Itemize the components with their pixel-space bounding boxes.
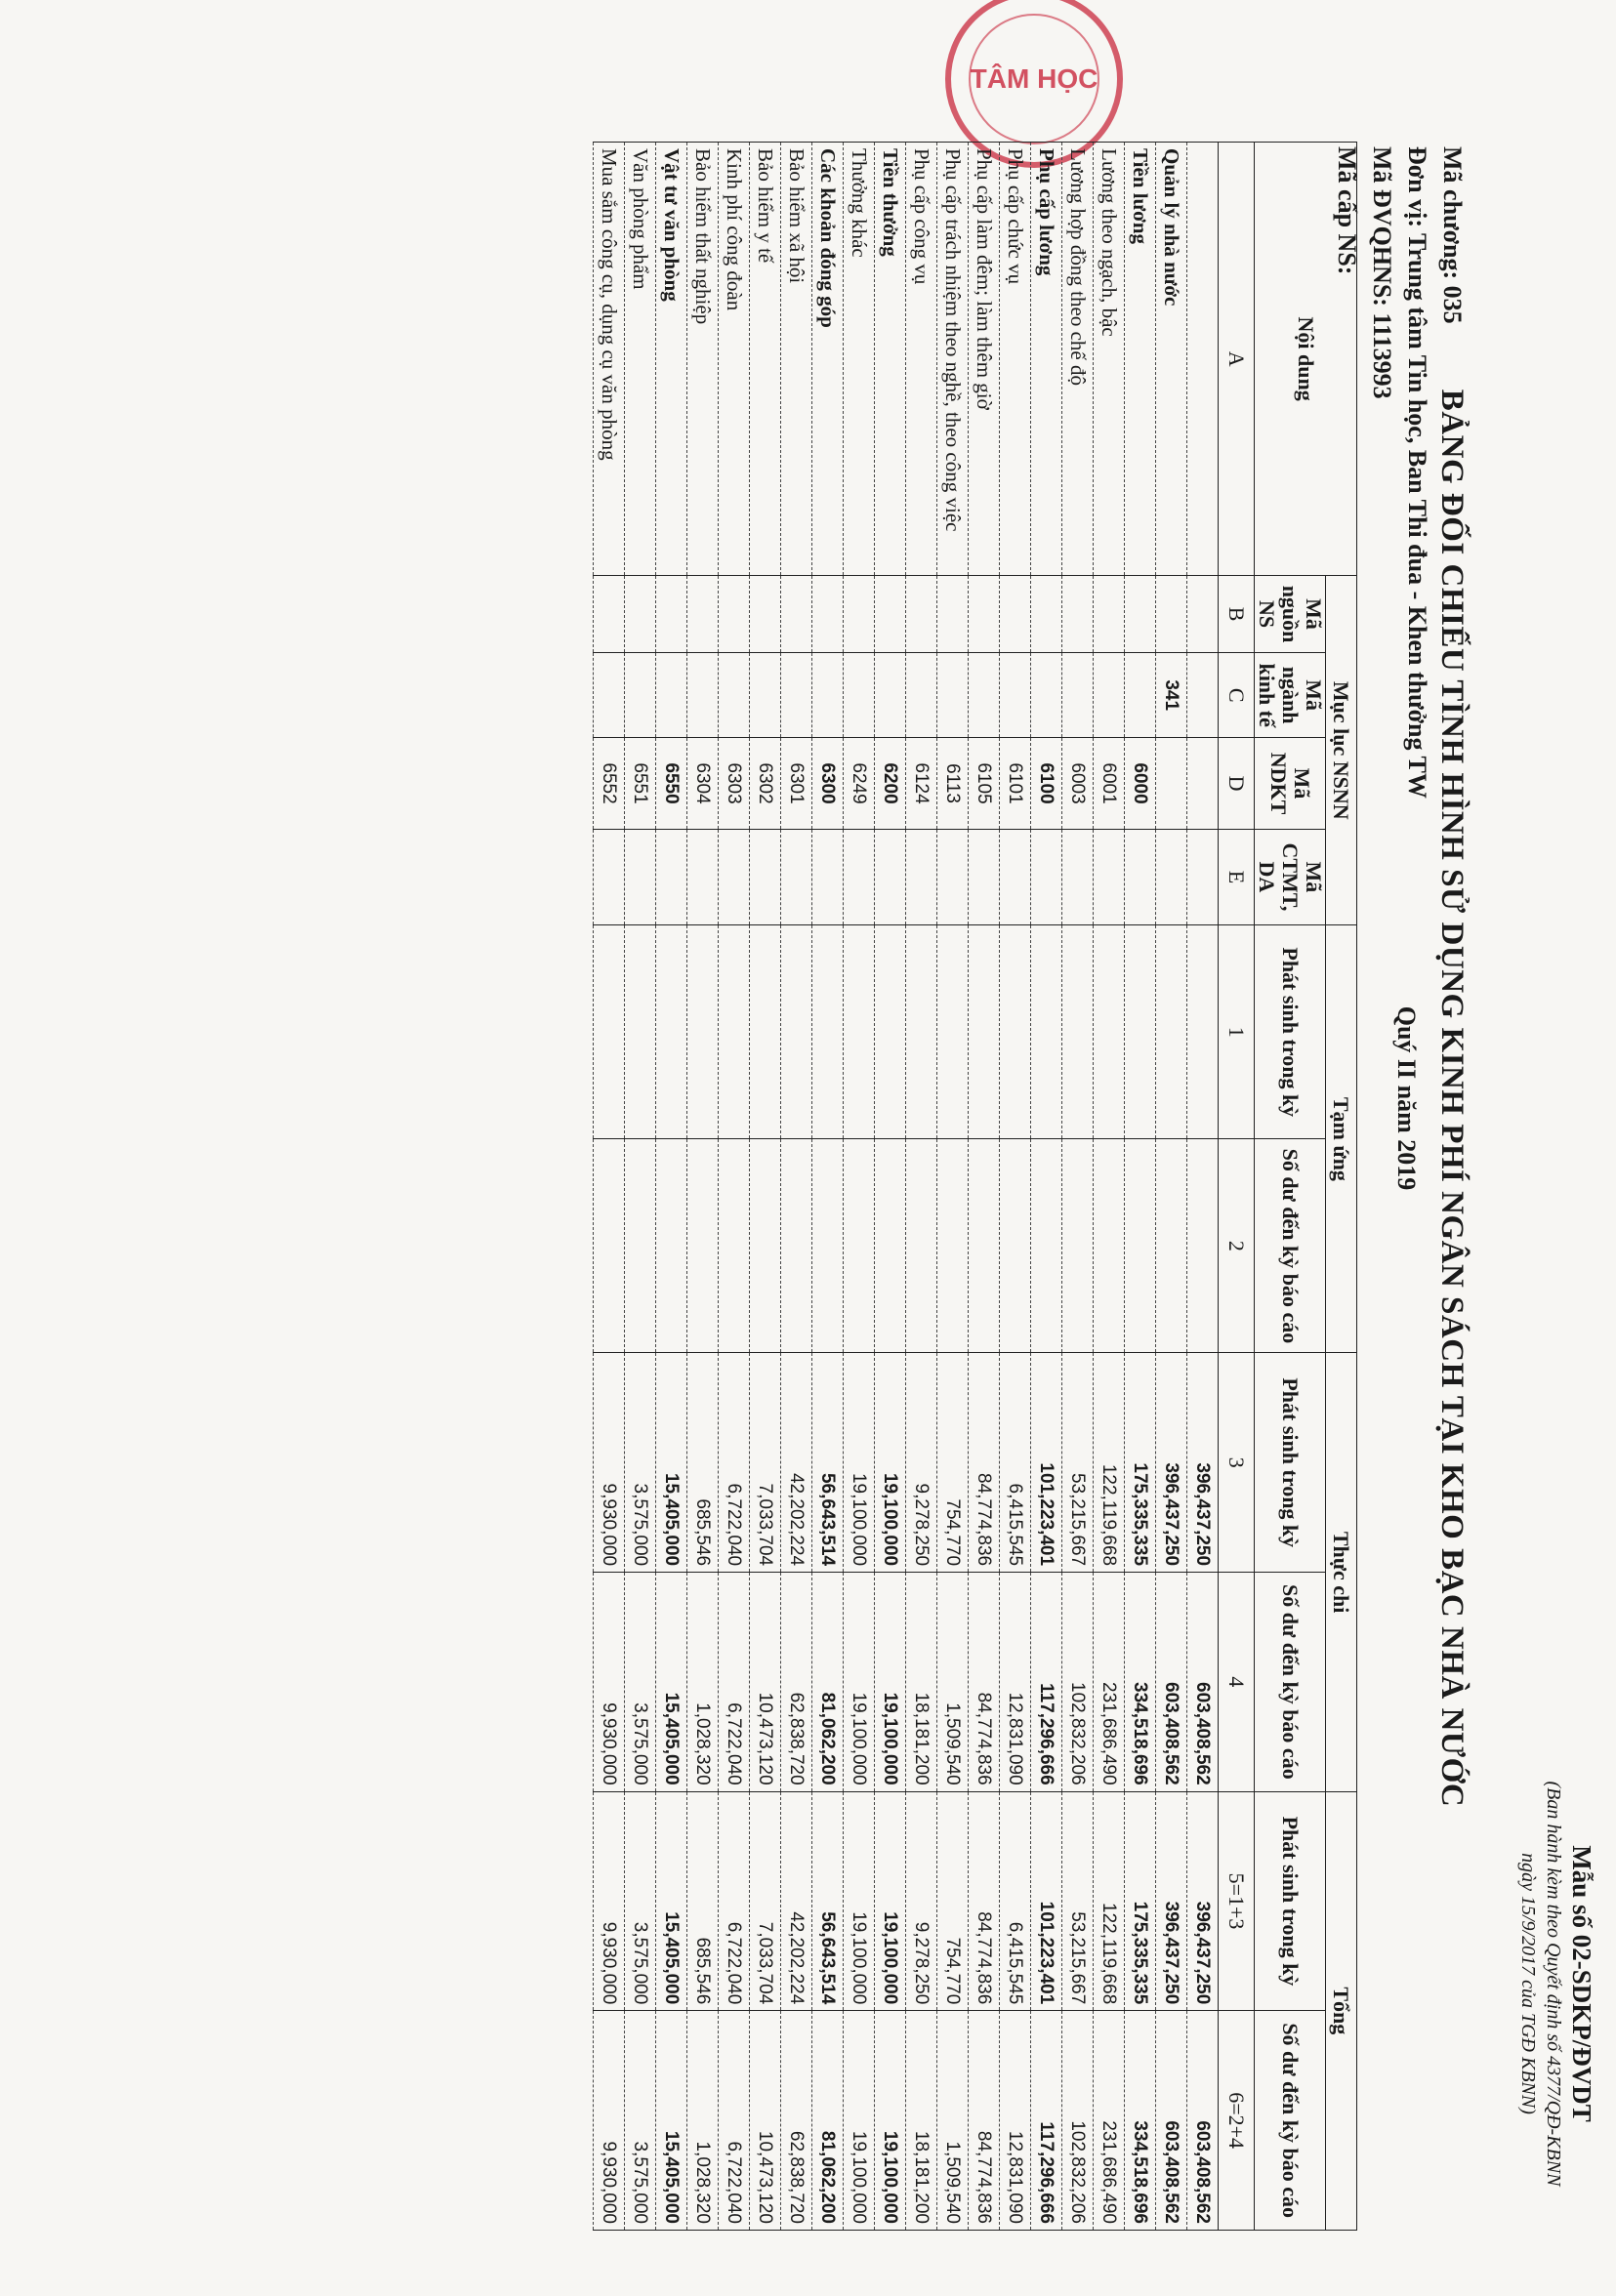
header-actual: Thực chi — [1326, 1353, 1357, 1791]
budget-table — [593, 142, 1357, 2231]
header-sector: Mã ngành kinh tế — [1255, 652, 1326, 738]
table-body — [594, 143, 1219, 2231]
row-total-balance: 10,473,120 — [750, 2011, 781, 2231]
row-actual-incurred: 7,033,704 — [750, 1353, 781, 1573]
row-total-balance: 603,408,562 — [1156, 2011, 1187, 2231]
row-ndkt-code: 6105 — [969, 738, 1000, 829]
row-actual-balance: 15,405,000 — [656, 1573, 687, 1792]
row-ndkt-code: 6249 — [844, 738, 875, 829]
row-total-incurred: 84,774,836 — [969, 1791, 1000, 2011]
row-sector-code — [875, 652, 906, 738]
row-advance-balance — [1156, 1139, 1187, 1353]
row-advance-incurred — [1094, 925, 1125, 1139]
row-total-balance: 102,832,206 — [1062, 2011, 1094, 2231]
row-advance-incurred — [1000, 925, 1031, 1139]
row-total-incurred: 42,202,224 — [781, 1791, 812, 2011]
row-total-incurred: 9,278,250 — [906, 1791, 937, 2011]
row-total-balance: 3,575,000 — [625, 2011, 656, 2231]
row-actual-incurred: 15,405,000 — [656, 1353, 687, 1573]
row-total-incurred: 15,405,000 — [656, 1791, 687, 2011]
table-row — [1031, 143, 1062, 2231]
row-content — [1187, 143, 1219, 576]
row-advance-incurred — [719, 925, 750, 1139]
row-total-incurred: 396,437,250 — [1187, 1791, 1219, 2011]
row-content: Lương hợp đồng theo chế độ — [1062, 143, 1094, 576]
row-source-code — [812, 576, 844, 653]
table-row — [937, 143, 969, 2231]
table-row — [1000, 143, 1031, 2231]
row-source-code — [719, 576, 750, 653]
row-actual-incurred: 3,575,000 — [625, 1353, 656, 1573]
row-sector-code — [625, 652, 656, 738]
row-advance-balance — [1094, 1139, 1125, 1353]
row-advance-incurred — [750, 925, 781, 1139]
row-advance-balance — [625, 1139, 656, 1353]
row-content: Lương theo ngạch, bậc — [1094, 143, 1125, 576]
row-content: Vật tư văn phòng — [656, 143, 687, 576]
row-advance-incurred — [1156, 925, 1187, 1139]
row-total-balance: 1,028,320 — [687, 2011, 719, 2231]
row-total-balance: 15,405,000 — [656, 2011, 687, 2231]
row-total-incurred: 396,437,250 — [1156, 1791, 1187, 2011]
row-advance-balance — [1187, 1139, 1219, 1353]
header-total: Tổng — [1326, 1791, 1357, 2230]
header-advance: Tạm ứng — [1326, 925, 1357, 1353]
row-content: Phụ cấp công vụ — [906, 143, 937, 576]
row-ndkt-code: 6100 — [1031, 738, 1062, 829]
row-actual-incurred: 685,546 — [687, 1353, 719, 1573]
row-total-incurred: 175,335,335 — [1125, 1791, 1156, 2011]
row-source-code — [1125, 576, 1156, 653]
row-total-balance: 19,100,000 — [844, 2011, 875, 2231]
row-actual-balance: 84,774,836 — [969, 1573, 1000, 1792]
table-row — [1062, 143, 1094, 2231]
chapter-code: Mã chương: 035 — [1438, 146, 1467, 324]
row-advance-incurred — [656, 925, 687, 1139]
row-advance-balance — [937, 1139, 969, 1353]
row-sector-code — [687, 652, 719, 738]
table-row — [656, 143, 687, 2231]
col-letter: A — [1219, 143, 1255, 576]
row-ndkt-code: 6003 — [1062, 738, 1094, 829]
row-actual-balance: 117,296,666 — [1031, 1573, 1062, 1792]
row-sector-code — [844, 652, 875, 738]
report-title: BẢNG ĐỐI CHIẾU TÌNH HÌNH SỬ DỤNG KINH PHÍ NGÂN SÁCH TẠI KHO BẠC NHÀ NƯỚC — [1434, 389, 1470, 1808]
row-ctmt-code — [1156, 829, 1187, 925]
row-actual-incurred: 19,100,000 — [844, 1353, 875, 1573]
col-letter: D — [1219, 738, 1255, 829]
table-row — [1125, 143, 1156, 2231]
row-content: Phụ cấp làm đêm; làm thêm giờ — [969, 143, 1000, 576]
row-source-code — [1187, 576, 1219, 653]
header-actual-incurred: Phát sinh trong kỳ — [1255, 1353, 1326, 1573]
row-advance-balance — [1125, 1139, 1156, 1353]
col-letter: 6=2+4 — [1219, 2011, 1255, 2231]
row-actual-balance: 1,028,320 — [687, 1573, 719, 1792]
row-advance-balance — [750, 1139, 781, 1353]
row-ctmt-code — [687, 829, 719, 925]
row-total-balance: 231,686,490 — [1094, 2011, 1125, 2231]
row-content: Quản lý nhà nước — [1156, 143, 1187, 576]
row-advance-balance — [781, 1139, 812, 1353]
row-actual-balance: 603,408,562 — [1156, 1573, 1187, 1792]
row-ctmt-code — [906, 829, 937, 925]
form-reference — [1515, 1730, 1596, 2237]
row-sector-code — [750, 652, 781, 738]
table-row — [812, 143, 844, 2231]
row-ctmt-code — [1094, 829, 1125, 925]
row-ctmt-code — [937, 829, 969, 925]
report-period: Quý II năm 2019 — [1392, 1005, 1421, 1191]
table-row — [781, 143, 812, 2231]
row-actual-balance: 334,518,696 — [1125, 1573, 1156, 1792]
row-actual-balance: 102,832,206 — [1062, 1573, 1094, 1792]
row-ndkt-code: 6550 — [656, 738, 687, 829]
row-actual-balance: 9,930,000 — [594, 1573, 625, 1792]
row-actual-incurred: 175,335,335 — [1125, 1353, 1156, 1573]
row-source-code — [1062, 576, 1094, 653]
row-sector-code: 341 — [1156, 652, 1187, 738]
row-source-code — [906, 576, 937, 653]
row-source-code — [844, 576, 875, 653]
row-ctmt-code — [625, 829, 656, 925]
row-ndkt-code: 6113 — [937, 738, 969, 829]
row-ctmt-code — [1000, 829, 1031, 925]
table-row — [594, 143, 625, 2231]
row-total-incurred: 56,643,514 — [812, 1791, 844, 2011]
header-total-incurred: Phát sinh trong kỳ — [1255, 1791, 1326, 2011]
row-total-incurred: 122,119,668 — [1094, 1791, 1125, 2011]
row-total-balance: 334,518,696 — [1125, 2011, 1156, 2231]
row-content: Các khoản đóng góp — [812, 143, 844, 576]
form-note-line1: (Ban hành kèm theo Quyết định số 4377/QĐ-KBNN — [1543, 1781, 1564, 2187]
row-total-incurred: 754,770 — [937, 1791, 969, 2011]
row-total-balance: 19,100,000 — [875, 2011, 906, 2231]
row-actual-incurred: 9,930,000 — [594, 1353, 625, 1573]
row-content: Phụ cấp trách nhiệm theo nghề, theo công việc — [937, 143, 969, 576]
row-ctmt-code — [750, 829, 781, 925]
row-total-incurred: 7,033,704 — [750, 1791, 781, 2011]
row-total-incurred: 19,100,000 — [844, 1791, 875, 2011]
row-ndkt-code: 6302 — [750, 738, 781, 829]
form-number: Mẫu số 02-SDKP/ĐVDT — [1567, 1845, 1596, 2122]
row-content: Thưởng khác — [844, 143, 875, 576]
row-ndkt-code: 6552 — [594, 738, 625, 829]
table-row — [687, 143, 719, 2231]
col-letter: 1 — [1219, 925, 1255, 1139]
row-actual-balance: 231,686,490 — [1094, 1573, 1125, 1792]
row-ctmt-code — [812, 829, 844, 925]
header-actual-balance: Số dư đến kỳ báo cáo — [1255, 1573, 1326, 1792]
row-advance-incurred — [625, 925, 656, 1139]
row-content: Kinh phí công đoàn — [719, 143, 750, 576]
row-actual-balance: 18,181,200 — [906, 1573, 937, 1792]
row-total-incurred: 9,930,000 — [594, 1791, 625, 2011]
row-ndkt-code: 6303 — [719, 738, 750, 829]
row-advance-incurred — [875, 925, 906, 1139]
row-advance-balance — [1062, 1139, 1094, 1353]
row-sector-code — [1125, 652, 1156, 738]
col-letter: 4 — [1219, 1573, 1255, 1792]
col-letter: E — [1219, 829, 1255, 925]
row-actual-incurred: 122,119,668 — [1094, 1353, 1125, 1573]
row-ndkt-code — [1156, 738, 1187, 829]
row-actual-incurred: 9,278,250 — [906, 1353, 937, 1573]
row-total-balance: 117,296,666 — [1031, 2011, 1062, 2231]
row-ndkt-code: 6304 — [687, 738, 719, 829]
row-advance-balance — [906, 1139, 937, 1353]
table-row — [719, 143, 750, 2231]
row-total-incurred: 685,546 — [687, 1791, 719, 2011]
header-advance-incurred: Phát sinh trong kỳ — [1255, 925, 1326, 1139]
row-source-code — [750, 576, 781, 653]
row-actual-balance: 1,509,540 — [937, 1573, 969, 1792]
row-content: Bảo hiểm thất nghiệp — [687, 143, 719, 576]
row-actual-incurred: 754,770 — [937, 1353, 969, 1573]
header-ctmt: Mã CTMT, DA — [1255, 829, 1326, 925]
row-actual-balance: 12,831,090 — [1000, 1573, 1031, 1792]
row-actual-incurred: 19,100,000 — [875, 1353, 906, 1573]
row-advance-balance — [656, 1139, 687, 1353]
row-source-code — [875, 576, 906, 653]
row-advance-incurred — [594, 925, 625, 1139]
table-row — [625, 143, 656, 2231]
row-actual-incurred: 396,437,250 — [1156, 1353, 1187, 1573]
row-total-incurred: 6,722,040 — [719, 1791, 750, 2011]
row-sector-code — [719, 652, 750, 738]
row-ctmt-code — [1125, 829, 1156, 925]
row-actual-balance: 19,100,000 — [844, 1573, 875, 1792]
row-total-balance: 62,838,720 — [781, 2011, 812, 2231]
row-advance-incurred — [1125, 925, 1156, 1139]
col-letter: 2 — [1219, 1139, 1255, 1353]
header-total-balance: Số dư đến kỳ báo cáo — [1255, 2011, 1326, 2231]
row-actual-balance: 81,062,200 — [812, 1573, 844, 1792]
row-source-code — [656, 576, 687, 653]
row-ctmt-code — [1187, 829, 1219, 925]
row-total-balance: 6,722,040 — [719, 2011, 750, 2231]
row-sector-code — [1094, 652, 1125, 738]
row-source-code — [1031, 576, 1062, 653]
row-sector-code — [781, 652, 812, 738]
header-source: Mã nguồn NS — [1255, 576, 1326, 653]
row-advance-balance — [844, 1139, 875, 1353]
row-ndkt-code: 6200 — [875, 738, 906, 829]
row-advance-balance — [812, 1139, 844, 1353]
col-letter: B — [1219, 576, 1255, 653]
unit-code: Mã ĐVQHNS: 1113993 — [1368, 146, 1396, 399]
table-row — [875, 143, 906, 2231]
col-letter: 3 — [1219, 1353, 1255, 1573]
seal-text: TÂM HỌC — [970, 63, 1098, 94]
row-content: Phụ cấp chức vụ — [1000, 143, 1031, 576]
row-actual-incurred: 6,415,545 — [1000, 1353, 1031, 1573]
row-sector-code — [906, 652, 937, 738]
row-ndkt-code: 6301 — [781, 738, 812, 829]
row-sector-code — [594, 652, 625, 738]
row-source-code — [687, 576, 719, 653]
row-advance-incurred — [812, 925, 844, 1139]
unit-name: Đơn vị: Trung tâm Tin học, Ban Thi đua - Khen thưởng TW — [1403, 146, 1431, 799]
row-sector-code — [1031, 652, 1062, 738]
row-sector-code — [937, 652, 969, 738]
row-actual-incurred: 42,202,224 — [781, 1353, 812, 1573]
row-ctmt-code — [719, 829, 750, 925]
row-ctmt-code — [844, 829, 875, 925]
row-advance-incurred — [687, 925, 719, 1139]
row-ctmt-code — [875, 829, 906, 925]
row-content: Bảo hiểm y tế — [750, 143, 781, 576]
row-sector-code — [1000, 652, 1031, 738]
row-source-code — [625, 576, 656, 653]
row-source-code — [1156, 576, 1187, 653]
row-ndkt-code: 6300 — [812, 738, 844, 829]
row-actual-balance: 10,473,120 — [750, 1573, 781, 1792]
row-ndkt-code: 6101 — [1000, 738, 1031, 829]
col-letter: C — [1219, 652, 1255, 738]
row-advance-incurred — [1062, 925, 1094, 1139]
row-sector-code — [812, 652, 844, 738]
row-total-balance: 81,062,200 — [812, 2011, 844, 2231]
table-row — [1156, 143, 1187, 2231]
row-total-balance: 18,181,200 — [906, 2011, 937, 2231]
row-total-incurred: 6,415,545 — [1000, 1791, 1031, 2011]
table-row — [906, 143, 937, 2231]
row-source-code — [781, 576, 812, 653]
row-advance-balance — [1031, 1139, 1062, 1353]
row-advance-balance — [687, 1139, 719, 1353]
row-advance-incurred — [844, 925, 875, 1139]
row-actual-balance: 3,575,000 — [625, 1573, 656, 1792]
row-ctmt-code — [781, 829, 812, 925]
row-ndkt-code: 6124 — [906, 738, 937, 829]
row-ctmt-code — [594, 829, 625, 925]
row-advance-incurred — [969, 925, 1000, 1139]
row-source-code — [1094, 576, 1125, 653]
row-total-incurred: 19,100,000 — [875, 1791, 906, 2011]
table-row — [1094, 143, 1125, 2231]
row-advance-incurred — [1187, 925, 1219, 1139]
header-advance-balance: Số dư đến kỳ báo cáo — [1255, 1139, 1326, 1353]
row-advance-incurred — [1031, 925, 1062, 1139]
row-ndkt-code: 6551 — [625, 738, 656, 829]
row-ctmt-code — [969, 829, 1000, 925]
seal-ring — [969, 14, 1099, 144]
row-actual-incurred: 53,215,667 — [1062, 1353, 1094, 1573]
table-row — [844, 143, 875, 2231]
row-total-balance: 603,408,562 — [1187, 2011, 1219, 2231]
row-ctmt-code — [656, 829, 687, 925]
row-sector-code — [1187, 652, 1219, 738]
header-ndkt: Mã NDKT — [1255, 738, 1326, 829]
row-total-balance: 1,509,540 — [937, 2011, 969, 2231]
row-ctmt-code — [1031, 829, 1062, 925]
header-content: Nội dung — [1255, 143, 1357, 576]
row-source-code — [969, 576, 1000, 653]
row-content: Bảo hiểm xã hội — [781, 143, 812, 576]
row-advance-balance — [969, 1139, 1000, 1353]
row-source-code — [1000, 576, 1031, 653]
form-note-line2: ngày 15/9/2017 của TGĐ KBNN) — [1517, 1853, 1539, 2114]
row-sector-code — [969, 652, 1000, 738]
row-content: Phụ cấp lương — [1031, 143, 1062, 576]
row-actual-balance: 603,408,562 — [1187, 1573, 1219, 1792]
row-content: Tiền lương — [1125, 143, 1156, 576]
row-source-code — [594, 576, 625, 653]
budget-level-code: Mã cấp NS: — [1333, 146, 1361, 275]
row-ndkt-code: 6000 — [1125, 738, 1156, 829]
row-total-balance: 9,930,000 — [594, 2011, 625, 2231]
row-ndkt-code: 6001 — [1094, 738, 1125, 829]
row-total-balance: 12,831,090 — [1000, 2011, 1031, 2231]
row-advance-balance — [875, 1139, 906, 1353]
row-sector-code — [1062, 652, 1094, 738]
row-advance-incurred — [937, 925, 969, 1139]
row-actual-balance: 19,100,000 — [875, 1573, 906, 1792]
row-total-incurred: 3,575,000 — [625, 1791, 656, 2011]
row-advance-balance — [1000, 1139, 1031, 1353]
header-mlnsnn: Mục lục NSNN — [1326, 576, 1357, 925]
row-advance-incurred — [906, 925, 937, 1139]
row-content: Tiền thưởng — [875, 143, 906, 576]
row-content: Mua sắm công cụ, dụng cụ văn phòng — [594, 143, 625, 576]
table-row — [750, 143, 781, 2231]
row-actual-balance: 6,722,040 — [719, 1573, 750, 1792]
row-actual-incurred: 396,437,250 — [1187, 1353, 1219, 1573]
row-advance-balance — [594, 1139, 625, 1353]
table-row — [1187, 143, 1219, 2231]
row-ndkt-code — [1187, 738, 1219, 829]
row-ctmt-code — [1062, 829, 1094, 925]
row-actual-incurred: 56,643,514 — [812, 1353, 844, 1573]
row-total-incurred: 53,215,667 — [1062, 1791, 1094, 2011]
row-source-code — [937, 576, 969, 653]
table-row — [969, 143, 1000, 2231]
row-actual-incurred: 101,223,401 — [1031, 1353, 1062, 1573]
col-letter: 5=1+3 — [1219, 1791, 1255, 2011]
row-content: Văn phòng phẩm — [625, 143, 656, 576]
row-advance-incurred — [781, 925, 812, 1139]
row-actual-incurred: 6,722,040 — [719, 1353, 750, 1573]
row-total-incurred: 101,223,401 — [1031, 1791, 1062, 2011]
row-sector-code — [656, 652, 687, 738]
row-advance-balance — [719, 1139, 750, 1353]
row-actual-balance: 62,838,720 — [781, 1573, 812, 1792]
row-total-balance: 84,774,836 — [969, 2011, 1000, 2231]
row-actual-incurred: 84,774,836 — [969, 1353, 1000, 1573]
